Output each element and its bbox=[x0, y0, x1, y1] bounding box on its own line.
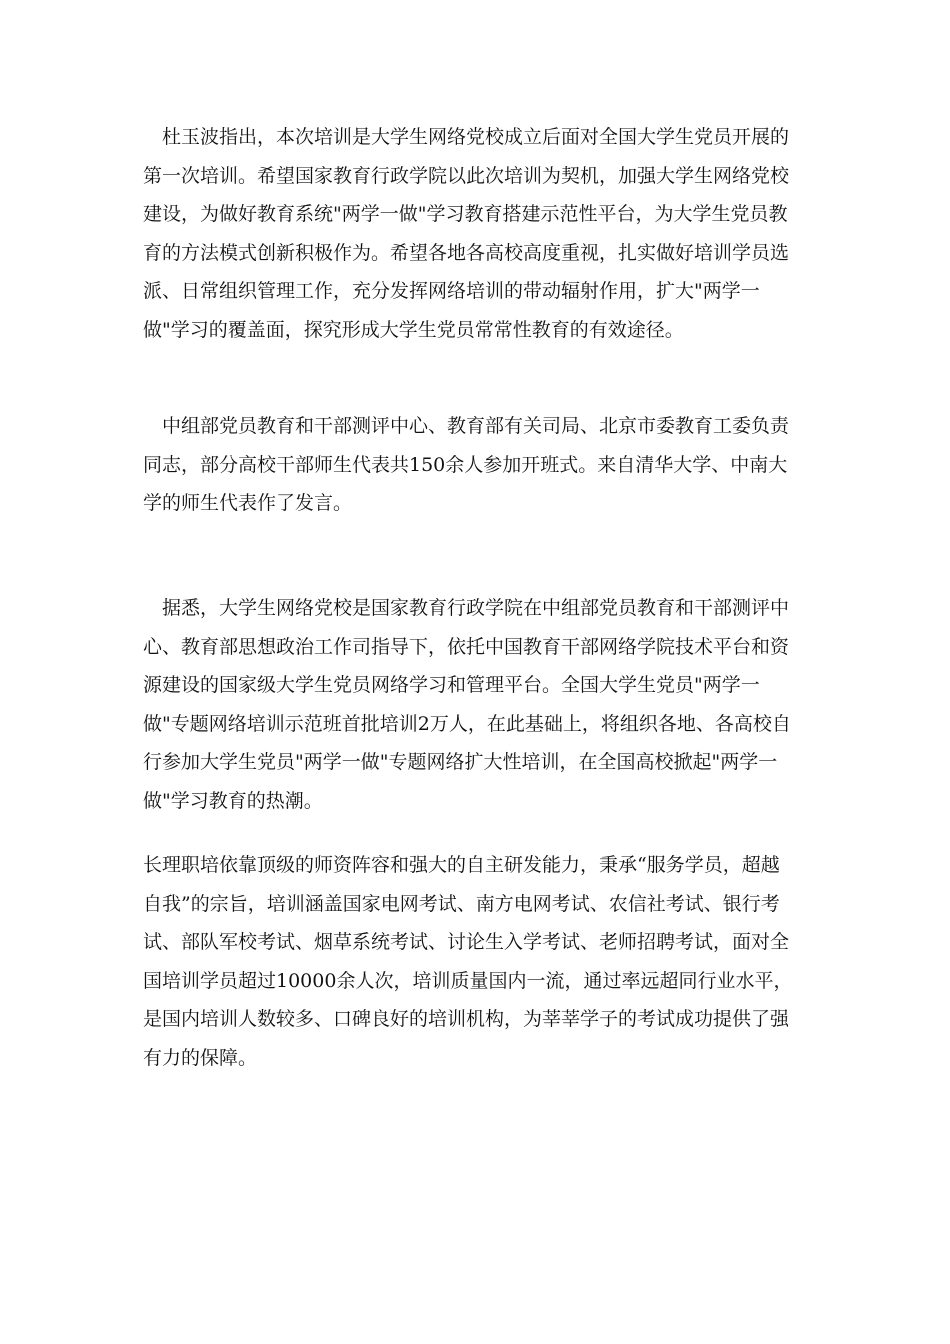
paragraph-2 bbox=[143, 407, 811, 523]
paragraph-line: 育的方法模式创新积极作为。希望各地各高校高度重视，扎实做好培训学员选 bbox=[143, 241, 790, 264]
paragraph-line: 中组部党员教育和干部测评中心、教育部有关司局、北京市委教育工委负责 bbox=[143, 415, 790, 437]
paragraph-line: 建设，为做好教育系统"两学一做"学习教育搭建示范性平台，为大学生党员教 bbox=[143, 203, 788, 225]
paragraph-line: 同志，部分高校干部师生代表共150余人参加开班式。来自清华大学、中南大 bbox=[143, 453, 788, 476]
paragraph-4 bbox=[143, 846, 811, 1077]
paragraph-line: 是国内培训人数较多、口碑良好的培训机构，为莘莘学子的考试成功提供了强 bbox=[143, 1008, 790, 1030]
paragraph-line: 源建设的国家级大学生党员网络学习和管理平台。全国大学生党员"两学一 bbox=[143, 674, 760, 696]
paragraph-line: 国培训学员超过10000余人次，培训质量国内一流，通过率远超同行业水平， bbox=[143, 969, 793, 992]
paragraph-line: 杜玉波指出，本次培训是大学生网络党校成立后面对全国大学生党员开展的 bbox=[143, 126, 790, 148]
paragraph-line: 行参加大学生党员"两学一做"专题网络扩大性培训，在全国高校掀起"两学一 bbox=[143, 751, 778, 773]
paragraph-line: 第一次培训。希望国家教育行政学院以此次培训为契机，加强大学生网络党校 bbox=[143, 164, 790, 187]
paragraph-line: 有力的保障。 bbox=[143, 1046, 258, 1069]
paragraph-line: 试、部队军校考试、烟草系统考试、讨论生入学考试、老师招聘考试，面对全 bbox=[143, 931, 790, 953]
paragraph-line: 做"专题网络培训示范班首批培训2万人，在此基础上，将组织各地、各高校自 bbox=[143, 712, 791, 735]
paragraph-line: 据悉，大学生网络党校是国家教育行政学院在中组部党员教育和干部测评中 bbox=[143, 597, 790, 619]
paragraph-line: 学的师生代表作了发言。 bbox=[143, 492, 353, 514]
paragraph-line: 派、日常组织管理工作，充分发挥网络培训的带动辐射作用，扩大"两学一 bbox=[143, 280, 760, 302]
paragraph-line: 自我”的宗旨，培训涵盖国家电网考试、南方电网考试、农信社考试、银行考 bbox=[143, 892, 780, 915]
paragraph-line: 长理职培依靠顶级的师资阵容和强大的自主研发能力，秉承“服务学员，超越 bbox=[143, 854, 780, 876]
paragraph-line: 心、教育部思想政治工作司指导下，依托中国教育干部网络学院技术平台和资 bbox=[143, 635, 790, 658]
paragraph-line: 做"学习教育的热潮。 bbox=[143, 789, 323, 812]
paragraph-line: 做"学习的覆盖面，探究形成大学生党员常常性教育的有效途径。 bbox=[143, 318, 684, 341]
paragraph-3 bbox=[143, 589, 811, 820]
paragraph-1 bbox=[143, 118, 811, 349]
